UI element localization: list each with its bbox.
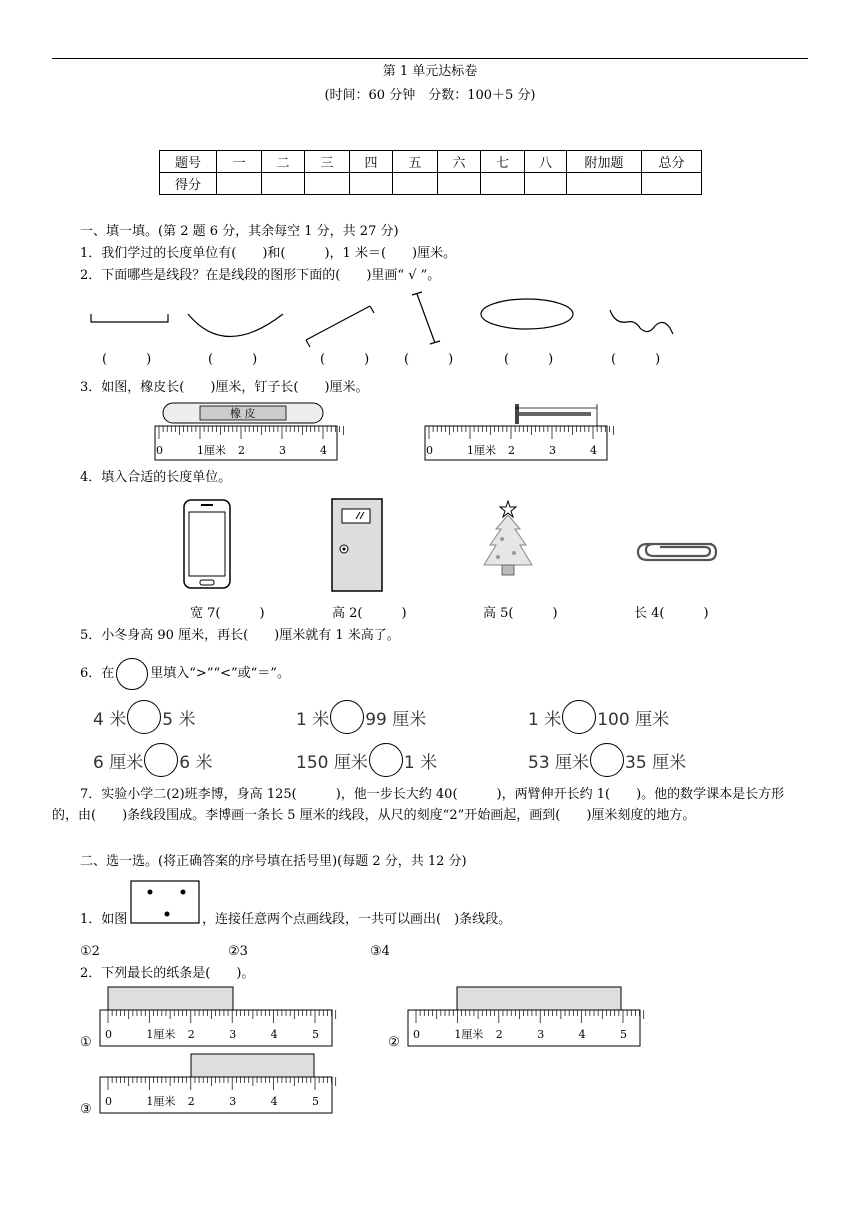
ruler-body (100, 1077, 332, 1113)
compare-circle[interactable] (369, 743, 403, 777)
ruler-tick-label: 3 (229, 1095, 237, 1108)
arc-shape (188, 314, 283, 337)
dot (165, 912, 170, 917)
q2-blank[interactable]: ( ) (208, 352, 258, 367)
compare-circle[interactable] (144, 743, 178, 777)
score-cell[interactable] (217, 173, 262, 195)
section2-heading: 二、选一选。(将正确答案的序号填在括号里)(每题 2 分，共 12 分) (80, 854, 467, 869)
ruler-tick-label: 5 (620, 1028, 627, 1041)
ruler-ticks (429, 426, 614, 439)
ruler-tick-label: 1厘米 (146, 1028, 176, 1041)
ruler-body (155, 426, 337, 460)
ruler-tick-label: 0 (105, 1028, 112, 1041)
compare-left: 6 厘米 (93, 752, 144, 773)
score-cell[interactable] (567, 173, 642, 195)
ruler-ticks (108, 1010, 336, 1023)
compare-item (296, 743, 437, 777)
score-row-label: 得分 (160, 173, 217, 195)
ruler-tick-label: 2 (508, 444, 515, 457)
ruler-body (100, 1010, 332, 1046)
compare-right: 1 米 (403, 752, 438, 773)
ruler-tick-label: 3 (537, 1028, 545, 1041)
ruler-body (425, 426, 607, 460)
ruler-tick-label: 4 (320, 444, 327, 457)
q4-item[interactable]: 长 4( ) (634, 606, 709, 621)
question-6 (80, 654, 290, 694)
compare-circle[interactable] (562, 700, 596, 734)
ruler-tick-label: 2 (495, 1028, 503, 1041)
compare-right: 100 厘米 (597, 709, 670, 730)
dot (181, 890, 186, 895)
score-cell[interactable] (642, 173, 702, 195)
paperclip-icon (634, 532, 720, 566)
segment-with-ends-shape (91, 314, 168, 322)
compare-circle (116, 658, 148, 690)
paper-strip (191, 1054, 314, 1077)
eraser-label: 橡 皮 (230, 407, 256, 420)
dot (148, 890, 153, 895)
ruler-tick-label: 0 (426, 444, 433, 457)
score-cell[interactable] (481, 173, 525, 195)
tilted-segment-shape (412, 292, 440, 344)
score-cell[interactable] (438, 173, 481, 195)
ruler-tick-label: 1厘米 (197, 444, 226, 457)
ruler-tick-label: 1厘米 (467, 444, 496, 457)
question-5: 5．小冬身高 90 厘米，再长( )厘米就有 1 米高了。 (80, 628, 400, 643)
q4-item[interactable]: 高 5( ) (483, 606, 558, 621)
paper-strip-ruler-1 (100, 986, 345, 1050)
ruler-ticks (416, 1010, 644, 1023)
question-4: 4．填入合适的长度单位。 (80, 470, 232, 485)
q2-blank[interactable]: ( ) (404, 352, 454, 367)
paper-strip (108, 987, 233, 1010)
section1-heading: 一、填一填。(第 2 题 6 分，其余每空 1 分，共 27 分) (80, 224, 399, 239)
ruler-tick-label: 5 (312, 1028, 319, 1041)
question-3: 3．如图，橡皮长( )厘米，钉子长( )厘米。 (80, 380, 369, 395)
paper-strip (457, 987, 621, 1010)
compare-left: 1 米 (296, 709, 330, 730)
table-header-cell: 五 (393, 151, 438, 173)
compare-item (528, 700, 669, 734)
nail-ruler-figure (425, 400, 615, 465)
table-header-cell: 四 (350, 151, 393, 173)
dots-box-figure (130, 880, 202, 926)
ruler-tick-label: 3 (279, 444, 286, 457)
compare-right: 99 厘米 (365, 709, 427, 730)
compare-item (93, 743, 212, 777)
ruler-tick-label: 4 (578, 1028, 586, 1041)
table-header-cell: 六 (438, 151, 481, 173)
q2-shapes (80, 284, 720, 350)
score-table-header-row (160, 151, 702, 173)
ruler-tick-label: 1厘米 (454, 1028, 484, 1041)
paper-strip-ruler-3 (100, 1053, 345, 1117)
paper-strip-ruler-2 (408, 986, 653, 1050)
compare-circle[interactable] (590, 743, 624, 777)
phone-icon (182, 498, 234, 592)
ruler-tick-label: 2 (238, 444, 245, 457)
q2-blank[interactable]: ( ) (320, 352, 370, 367)
ruler-tick-label: 2 (187, 1095, 195, 1108)
eraser-ruler-figure (155, 400, 345, 465)
strip-label: ② (388, 1035, 400, 1050)
question-1: 1．我们学过的长度单位有( )和( )，1 米＝( )厘米。 (80, 246, 457, 261)
score-cell[interactable] (262, 173, 305, 195)
table-header-cell: 二 (262, 151, 305, 173)
ruler-tick-label: 0 (413, 1028, 420, 1041)
ruler-tick-label: 2 (187, 1028, 195, 1041)
q2-blank[interactable]: ( ) (102, 352, 152, 367)
score-cell[interactable] (350, 173, 393, 195)
strip-label: ③ (80, 1102, 92, 1117)
ruler-tick-label: 3 (229, 1028, 237, 1041)
score-cell[interactable] (305, 173, 350, 195)
option[interactable]: ②3 (228, 944, 248, 959)
table-header-cell: 三 (305, 151, 350, 173)
compare-left: 53 厘米 (528, 752, 590, 773)
compare-item (93, 700, 195, 734)
table-header-cell: 题号 (160, 151, 217, 173)
page-subtitle: (时间：60 分钟 分数：100＋5 分) (324, 88, 536, 103)
q4-item[interactable]: 宽 7( ) (190, 606, 265, 621)
compare-right: 6 米 (179, 752, 213, 773)
question-2: 2．下面哪些是线段？在是线段的图形下面的( )里画“ √ ”。 (80, 268, 441, 283)
ruler-tick-label: 5 (312, 1095, 319, 1108)
q6-prefix: 6．在 (80, 666, 115, 681)
christmas-tree-icon (480, 497, 536, 593)
nail-shape (515, 404, 597, 426)
ruler-ticks (108, 1077, 336, 1090)
table-header-cell: 一 (217, 151, 262, 173)
table-header-cell: 总分 (642, 151, 702, 173)
s2-q1-suffix: ，连接任意两个点画线段，一共可以画出( )条线段。 (202, 912, 512, 927)
compare-item (528, 743, 686, 777)
table-header-cell: 附加题 (567, 151, 642, 173)
q2-blank[interactable]: ( ) (504, 352, 554, 367)
ruler-body (408, 1010, 640, 1046)
compare-item (296, 700, 426, 734)
s2-question-2: 2．下列最长的纸条是( )。 (80, 966, 255, 981)
compare-right: 5 米 (162, 709, 196, 730)
ruler-tick-label: 4 (590, 444, 597, 457)
slanted-segment-shape (306, 306, 374, 347)
ruler-tick-label: 1厘米 (146, 1095, 176, 1108)
score-table (159, 150, 702, 195)
compare-left: 1 米 (528, 709, 562, 730)
ruler-tick-label: 3 (549, 444, 556, 457)
score-table-score-row (160, 173, 702, 195)
question-7: 7．实验小学二(2)班李博，身高 125( )，他一步长大约 40( )，两臂伸开长约 1( )。他的数学课本是长方形的，由( )条线段围成。李博画一条长 5 厘米的线段，从尺的刻度“2”开始画起，画到( )厘米刻度的地方。 (52, 787, 785, 823)
s2-q1-prefix: 1．如图 (80, 912, 128, 927)
score-cell[interactable] (525, 173, 567, 195)
option[interactable]: ③4 (370, 944, 390, 959)
compare-circle[interactable] (127, 700, 161, 734)
header-rule (52, 58, 808, 59)
ruler-ticks (159, 426, 344, 439)
ellipse-shape (481, 299, 573, 329)
compare-left: 150 厘米 (296, 752, 368, 773)
q2-blank[interactable]: ( ) (611, 352, 661, 367)
door-icon (330, 497, 384, 593)
q4-item[interactable]: 高 2( ) (332, 606, 407, 621)
compare-left: 4 米 (93, 709, 127, 730)
page-title: 第 1 单元达标卷 (382, 64, 478, 79)
ruler-tick-label: 0 (156, 444, 163, 457)
table-header-cell: 七 (481, 151, 525, 173)
ruler-tick-label: 0 (105, 1095, 112, 1108)
table-header-cell: 八 (525, 151, 567, 173)
wavy-line-shape (610, 310, 673, 334)
ruler-tick-label: 4 (270, 1028, 278, 1041)
ruler-tick-label: 4 (270, 1095, 278, 1108)
compare-circle[interactable] (330, 700, 364, 734)
strip-label: ① (80, 1035, 92, 1050)
score-cell[interactable] (393, 173, 438, 195)
q6-suffix: 里填入“>”“<”或“＝”。 (150, 666, 290, 681)
compare-right: 35 厘米 (625, 752, 687, 773)
option[interactable]: ①2 (80, 944, 100, 959)
